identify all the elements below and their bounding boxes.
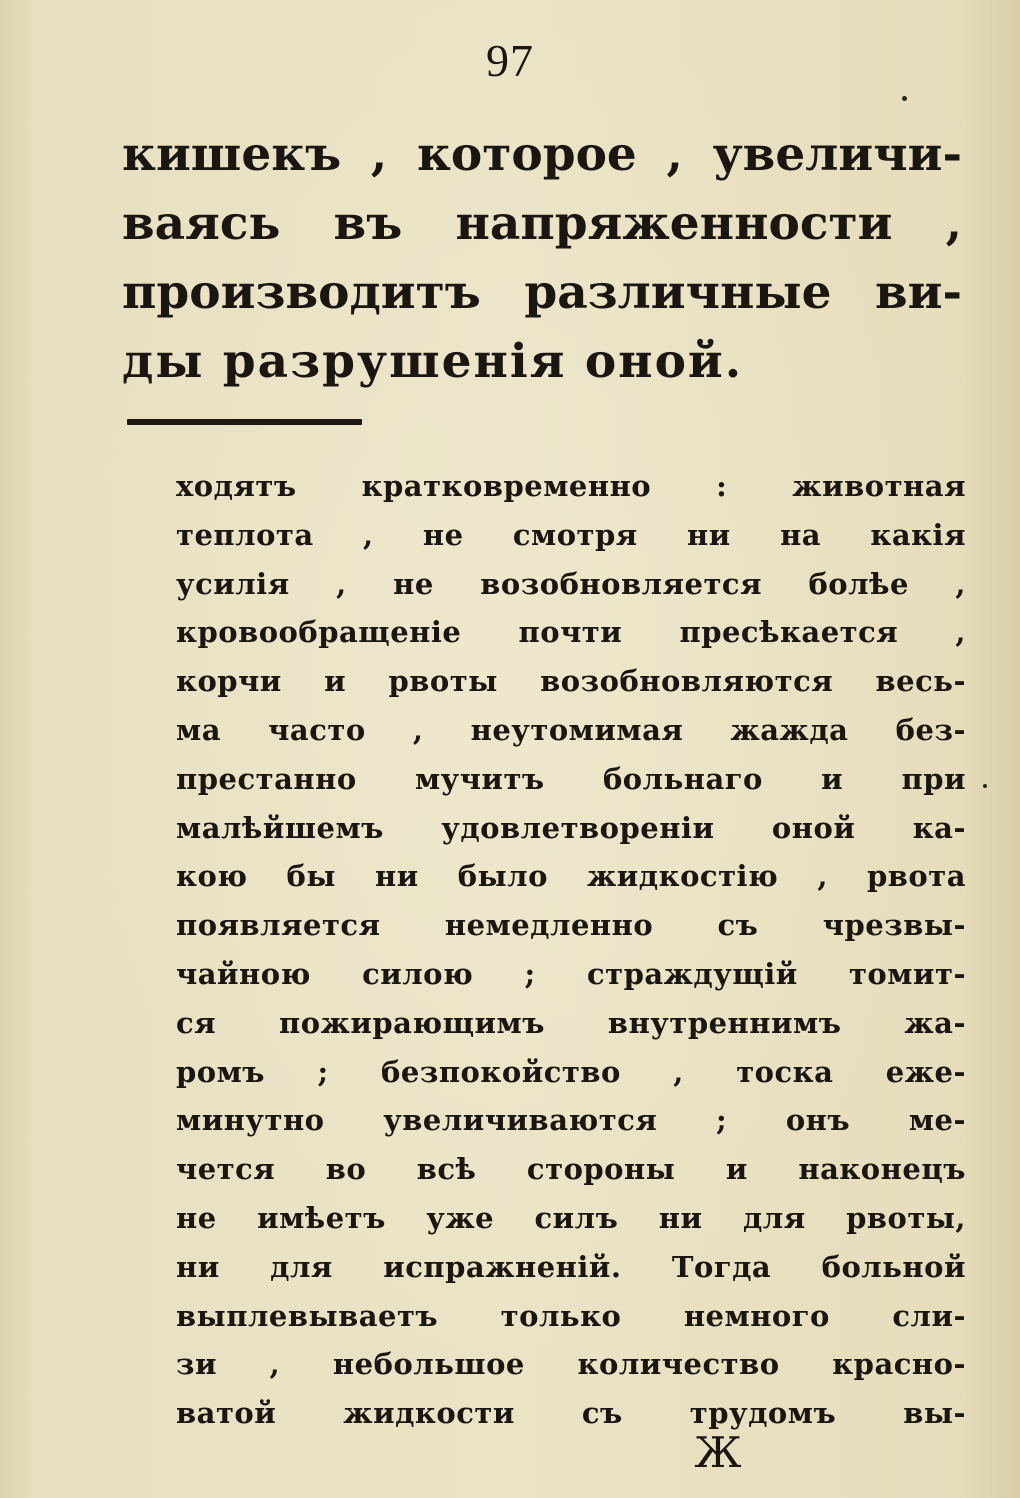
signature-mark: Ж <box>694 1428 742 1477</box>
footnote-line: появляется немедленно съ чрезвы- <box>176 908 966 943</box>
footnote-line: зи , небольшое количество красно- <box>176 1347 966 1382</box>
footnote-line: корчи и рвоты возобновляются весь- <box>176 664 966 699</box>
footnote-line: теплота , не смотря ни на какія <box>176 517 966 552</box>
footnote-line: ся пожирающимъ внутреннимъ жа- <box>176 1005 966 1040</box>
footnote-line: чайною силою ; страждущій томит- <box>176 956 966 991</box>
footnote-line: престанно мучитъ больнаго и при <box>176 761 966 796</box>
footnote-line: ромъ ; безпокойство , тоска еже- <box>176 1054 966 1089</box>
footnote-line: ма часто , неутомимая жажда без- <box>176 712 966 747</box>
footnote-line: чется во всѣ стороны и наконецъ <box>176 1152 966 1187</box>
footnote-line: кровообращеніе почти пресѣкается , <box>176 615 966 650</box>
footnote-line: малѣйшемъ удовлетвореніи оной ка- <box>176 810 966 845</box>
main-text-block <box>122 120 962 396</box>
ink-speck <box>902 96 907 101</box>
ink-speck <box>983 784 987 788</box>
main-text-line: ды разрушенія оной. <box>122 334 744 389</box>
footnote-line: ни для испражненій. Тогда больной <box>176 1249 966 1284</box>
page-number: 97 <box>486 35 534 86</box>
footnote-block <box>176 462 966 1438</box>
footnote-line: не имѣетъ уже силъ ни для рвоты, <box>176 1200 966 1235</box>
main-text-line: ваясь въ напряженности , <box>122 196 962 251</box>
footnote-separator-rule <box>127 419 362 425</box>
footnote-line: ходятъ кратковременно : животная <box>176 469 966 503</box>
footnote-line: усилія , не возобновляется болѣе , <box>176 566 966 601</box>
footnote-line: выплевываетъ только немного сли- <box>176 1298 966 1333</box>
main-text-line: кишекъ , которое , увеличи- <box>122 127 962 182</box>
footnote-line: минутно увеличиваются ; онъ ме- <box>176 1103 966 1138</box>
footnote-line: ватой жидкости съ трудомъ вы- <box>176 1396 966 1431</box>
footnote-line: кою бы ни было жидкостію , рвота <box>176 859 966 894</box>
main-text-line: производитъ различные ви- <box>122 265 962 320</box>
